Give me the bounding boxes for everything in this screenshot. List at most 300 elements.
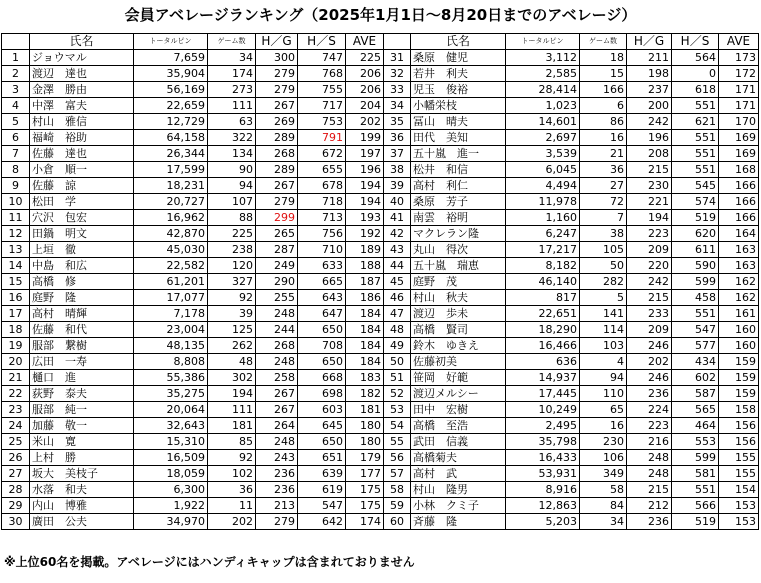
total-pins: 48,135 (134, 338, 208, 354)
total-pins: 15,310 (134, 434, 208, 450)
high-game: 279 (256, 514, 298, 530)
table-row (2, 338, 759, 354)
player-name: 村山 雅信 (30, 114, 134, 130)
total-pins: 18,290 (506, 322, 580, 338)
rank-number: 44 (384, 258, 411, 274)
total-pins: 2,697 (506, 130, 580, 146)
rank-number: 43 (384, 242, 411, 258)
high-game: 267 (256, 402, 298, 418)
high-series: 665 (298, 274, 346, 290)
total-pins: 18,059 (134, 466, 208, 482)
high-series: 753 (298, 114, 346, 130)
high-game: 236 (627, 386, 672, 402)
high-series: 551 (672, 146, 719, 162)
rank-number: 13 (2, 242, 30, 258)
high-series: 650 (298, 354, 346, 370)
rank-number: 1 (2, 50, 30, 66)
player-name: 佐藤 諒 (30, 178, 134, 194)
player-name: 鈴木 ゆきえ (411, 338, 506, 354)
high-game: 246 (627, 370, 672, 386)
high-series: 768 (298, 66, 346, 82)
player-name: 高村 武 (411, 466, 506, 482)
player-name: 米山 寛 (30, 434, 134, 450)
high-series: 519 (672, 514, 719, 530)
high-series: 545 (672, 178, 719, 194)
high-game: 269 (256, 114, 298, 130)
high-series: 713 (298, 210, 346, 226)
high-series: 603 (298, 402, 346, 418)
average: 163 (719, 242, 759, 258)
high-game: 236 (627, 514, 672, 530)
high-game: 213 (256, 498, 298, 514)
average: 206 (346, 66, 384, 82)
average: 159 (719, 370, 759, 386)
average: 153 (719, 514, 759, 530)
games-count: 107 (208, 194, 256, 210)
rank-number: 15 (2, 274, 30, 290)
average: 184 (346, 354, 384, 370)
table-row (2, 450, 759, 466)
player-name: 児玉 俊裕 (411, 82, 506, 98)
high-game: 300 (256, 50, 298, 66)
average: 153 (719, 498, 759, 514)
player-name: 高橋 賢司 (411, 322, 506, 338)
high-game: 279 (256, 82, 298, 98)
player-name: 佐藤 和代 (30, 322, 134, 338)
player-name: 中澤 富夫 (30, 98, 134, 114)
table-row (2, 226, 759, 242)
average: 179 (346, 450, 384, 466)
header-hs: H／S (298, 34, 346, 50)
high-game: 230 (627, 178, 672, 194)
total-pins: 5,203 (506, 514, 580, 530)
high-game: 236 (256, 482, 298, 498)
table-row (2, 418, 759, 434)
high-game: 246 (627, 338, 672, 354)
average: 183 (346, 370, 384, 386)
high-series: 633 (298, 258, 346, 274)
high-series: 655 (298, 162, 346, 178)
average: 180 (346, 434, 384, 450)
rank-number: 33 (384, 82, 411, 98)
average: 159 (719, 354, 759, 370)
player-name: 穴沢 包宏 (30, 210, 134, 226)
rank-number: 25 (2, 434, 30, 450)
high-game: 220 (627, 258, 672, 274)
high-series: 645 (298, 418, 346, 434)
table-row (2, 50, 759, 66)
high-game: 216 (627, 434, 672, 450)
high-series: 0 (672, 66, 719, 82)
player-name: 上村 勝 (30, 450, 134, 466)
total-pins: 3,539 (506, 146, 580, 162)
high-game: 258 (256, 370, 298, 386)
average: 175 (346, 498, 384, 514)
total-pins: 2,495 (506, 418, 580, 434)
high-series: 718 (298, 194, 346, 210)
high-game: 248 (256, 306, 298, 322)
player-name: 若井 利夫 (411, 66, 506, 82)
high-series: 599 (672, 450, 719, 466)
rank-number: 20 (2, 354, 30, 370)
high-series: 551 (672, 162, 719, 178)
rank-number: 14 (2, 258, 30, 274)
high-series: 650 (298, 322, 346, 338)
rank-number: 53 (384, 402, 411, 418)
rank-number: 35 (384, 114, 411, 130)
average: 192 (346, 226, 384, 242)
games-count: 327 (208, 274, 256, 290)
rank-number: 41 (384, 210, 411, 226)
average: 180 (346, 418, 384, 434)
total-pins: 8,182 (506, 258, 580, 274)
player-name: 庭野 茂 (411, 274, 506, 290)
games-count: 174 (208, 66, 256, 82)
table-row (2, 386, 759, 402)
total-pins: 7,659 (134, 50, 208, 66)
games-count: 105 (580, 242, 627, 258)
average: 166 (719, 178, 759, 194)
high-game: 200 (627, 98, 672, 114)
high-game: 264 (256, 418, 298, 434)
header-name: 氏名 (30, 34, 134, 50)
high-series: 618 (672, 82, 719, 98)
games-count: 21 (580, 146, 627, 162)
high-game: 212 (627, 498, 672, 514)
header-no (2, 34, 30, 50)
high-series: 650 (298, 434, 346, 450)
rank-number: 39 (384, 178, 411, 194)
total-pins: 16,466 (506, 338, 580, 354)
rank-number: 4 (2, 98, 30, 114)
games-count: 166 (580, 82, 627, 98)
total-pins: 34,970 (134, 514, 208, 530)
header-no (384, 34, 411, 50)
high-game: 243 (256, 450, 298, 466)
games-count: 94 (580, 370, 627, 386)
player-name: 小林 クミ子 (411, 498, 506, 514)
average: 156 (719, 418, 759, 434)
high-series: 547 (298, 498, 346, 514)
high-series: 620 (672, 226, 719, 242)
average: 160 (719, 322, 759, 338)
player-name: 五十嵐 瑞恵 (411, 258, 506, 274)
table-row (2, 498, 759, 514)
table-row (2, 514, 759, 530)
player-name: 高村 利仁 (411, 178, 506, 194)
games-count: 11 (208, 498, 256, 514)
high-series: 551 (672, 482, 719, 498)
total-pins: 16,962 (134, 210, 208, 226)
high-game: 248 (627, 450, 672, 466)
total-pins: 12,729 (134, 114, 208, 130)
games-count: 27 (580, 178, 627, 194)
rank-number: 18 (2, 322, 30, 338)
player-name: 佐藤初美 (411, 354, 506, 370)
high-series: 519 (672, 210, 719, 226)
games-count: 15 (580, 66, 627, 82)
rank-number: 9 (2, 178, 30, 194)
high-game: 215 (627, 162, 672, 178)
table-row (2, 322, 759, 338)
average: 196 (346, 162, 384, 178)
average: 169 (719, 146, 759, 162)
total-pins: 14,937 (506, 370, 580, 386)
games-count: 65 (580, 402, 627, 418)
average: 161 (719, 306, 759, 322)
rank-number: 42 (384, 226, 411, 242)
total-pins: 3,112 (506, 50, 580, 66)
high-series: 551 (672, 306, 719, 322)
high-game: 233 (627, 306, 672, 322)
average: 181 (346, 402, 384, 418)
games-count: 302 (208, 370, 256, 386)
total-pins: 56,169 (134, 82, 208, 98)
table-row (2, 466, 759, 482)
rank-number: 10 (2, 194, 30, 210)
player-name: 桑原 健児 (411, 50, 506, 66)
games-count: 6 (580, 98, 627, 114)
rank-number: 36 (384, 130, 411, 146)
total-pins: 42,870 (134, 226, 208, 242)
games-count: 238 (208, 242, 256, 258)
player-name: 南雲 裕明 (411, 210, 506, 226)
player-name: 冨山 晴夫 (411, 114, 506, 130)
high-game: 223 (627, 226, 672, 242)
high-series: 755 (298, 82, 346, 98)
high-game: 255 (256, 290, 298, 306)
total-pins: 64,158 (134, 130, 208, 146)
rank-number: 58 (384, 482, 411, 498)
player-name: 荻野 泰夫 (30, 386, 134, 402)
average: 155 (719, 466, 759, 482)
total-pins: 22,659 (134, 98, 208, 114)
games-count: 92 (208, 290, 256, 306)
rank-number: 30 (2, 514, 30, 530)
player-name: 渡辺メルシー (411, 386, 506, 402)
total-pins: 17,217 (506, 242, 580, 258)
total-pins: 2,585 (506, 66, 580, 82)
average: 189 (346, 242, 384, 258)
high-game: 215 (627, 482, 672, 498)
total-pins: 18,231 (134, 178, 208, 194)
table-row (2, 98, 759, 114)
rank-number: 59 (384, 498, 411, 514)
total-pins: 636 (506, 354, 580, 370)
player-name: 中島 和広 (30, 258, 134, 274)
rank-number: 32 (384, 66, 411, 82)
table-row (2, 258, 759, 274)
games-count: 120 (208, 258, 256, 274)
games-count: 273 (208, 82, 256, 98)
total-pins: 17,445 (506, 386, 580, 402)
average: 204 (346, 98, 384, 114)
average: 182 (346, 386, 384, 402)
games-count: 194 (208, 386, 256, 402)
games-count: 225 (208, 226, 256, 242)
total-pins: 35,275 (134, 386, 208, 402)
high-series: 698 (298, 386, 346, 402)
high-game: 208 (627, 146, 672, 162)
rank-number: 24 (2, 418, 30, 434)
total-pins: 1,922 (134, 498, 208, 514)
high-series: 565 (672, 402, 719, 418)
high-game: 198 (627, 66, 672, 82)
high-game: 202 (627, 354, 672, 370)
total-pins: 23,004 (134, 322, 208, 338)
games-count: 16 (580, 418, 627, 434)
games-count: 114 (580, 322, 627, 338)
rank-number: 40 (384, 194, 411, 210)
games-count: 34 (208, 50, 256, 66)
average: 156 (719, 434, 759, 450)
player-name: 服部 純一 (30, 402, 134, 418)
high-series: 651 (298, 450, 346, 466)
average: 158 (719, 402, 759, 418)
high-game: 268 (256, 338, 298, 354)
high-game: 279 (256, 66, 298, 82)
high-game: 209 (627, 242, 672, 258)
high-game: 236 (256, 466, 298, 482)
total-pins: 16,509 (134, 450, 208, 466)
rank-number: 12 (2, 226, 30, 242)
player-name: 庭野 隆 (30, 290, 134, 306)
average: 194 (346, 194, 384, 210)
high-game: 289 (256, 162, 298, 178)
total-pins: 28,414 (506, 82, 580, 98)
high-game: 244 (256, 322, 298, 338)
player-name: 桑原 芳子 (411, 194, 506, 210)
average: 199 (346, 130, 384, 146)
page-title: 会員アベレージランキング（2025年1月1日～8月20日までのアベレージ） (124, 6, 637, 24)
rank-number: 23 (2, 402, 30, 418)
total-pins: 22,582 (134, 258, 208, 274)
high-game: 242 (627, 114, 672, 130)
player-name: 田代 美知 (411, 130, 506, 146)
rank-number: 19 (2, 338, 30, 354)
games-count: 5 (580, 290, 627, 306)
games-count: 322 (208, 130, 256, 146)
rank-number: 7 (2, 146, 30, 162)
average: 163 (719, 258, 759, 274)
rank-number: 54 (384, 418, 411, 434)
player-name: 武田 信義 (411, 434, 506, 450)
average: 171 (719, 82, 759, 98)
high-series: 587 (672, 386, 719, 402)
high-series: 621 (672, 114, 719, 130)
table-row (2, 434, 759, 450)
high-series: 639 (298, 466, 346, 482)
player-name: 笹岡 好範 (411, 370, 506, 386)
total-pins: 61,201 (134, 274, 208, 290)
player-name: 金澤 勝由 (30, 82, 134, 98)
games-count: 110 (580, 386, 627, 402)
ranking-body (2, 50, 759, 530)
high-series: 756 (298, 226, 346, 242)
rank-number: 27 (2, 466, 30, 482)
high-series: 611 (672, 242, 719, 258)
total-pins: 8,808 (134, 354, 208, 370)
table-row (2, 210, 759, 226)
header-total-pins: トータルピン (506, 34, 580, 50)
header-total-pins: トータルピン (134, 34, 208, 50)
games-count: 125 (208, 322, 256, 338)
table-row (2, 354, 759, 370)
average: 160 (719, 338, 759, 354)
rank-number: 47 (384, 306, 411, 322)
player-name: 廣田 公夫 (30, 514, 134, 530)
rank-number: 51 (384, 370, 411, 386)
total-pins: 20,064 (134, 402, 208, 418)
average: 166 (719, 210, 759, 226)
games-count: 282 (580, 274, 627, 290)
average: 186 (346, 290, 384, 306)
total-pins: 17,077 (134, 290, 208, 306)
high-game: 215 (627, 290, 672, 306)
high-series: 464 (672, 418, 719, 434)
rank-number: 16 (2, 290, 30, 306)
high-game: 248 (627, 466, 672, 482)
total-pins: 6,247 (506, 226, 580, 242)
average: 194 (346, 178, 384, 194)
table-row (2, 402, 759, 418)
total-pins: 7,178 (134, 306, 208, 322)
total-pins: 35,798 (506, 434, 580, 450)
high-series: 668 (298, 370, 346, 386)
high-game: 267 (256, 386, 298, 402)
rank-number: 17 (2, 306, 30, 322)
average: 202 (346, 114, 384, 130)
rank-number: 11 (2, 210, 30, 226)
games-count: 7 (580, 210, 627, 226)
header-hg: H／G (256, 34, 298, 50)
rank-number: 22 (2, 386, 30, 402)
games-count: 111 (208, 402, 256, 418)
player-name: 樋口 進 (30, 370, 134, 386)
high-game: 299 (256, 210, 298, 226)
high-series: 791 (298, 130, 346, 146)
games-count: 349 (580, 466, 627, 482)
high-game: 248 (256, 434, 298, 450)
games-count: 141 (580, 306, 627, 322)
total-pins: 55,386 (134, 370, 208, 386)
rank-number: 5 (2, 114, 30, 130)
high-series: 434 (672, 354, 719, 370)
average: 155 (719, 450, 759, 466)
average: 171 (719, 98, 759, 114)
high-series: 458 (672, 290, 719, 306)
player-name: 上垣 徹 (30, 242, 134, 258)
total-pins: 817 (506, 290, 580, 306)
games-count: 36 (208, 482, 256, 498)
games-count: 202 (208, 514, 256, 530)
player-name: 五十嵐 進一 (411, 146, 506, 162)
rank-number: 34 (384, 98, 411, 114)
table-row (2, 162, 759, 178)
header-ave: AVE (719, 34, 759, 50)
table-row (2, 130, 759, 146)
games-count: 84 (580, 498, 627, 514)
rank-number: 8 (2, 162, 30, 178)
table-row (2, 146, 759, 162)
games-count: 58 (580, 482, 627, 498)
average: 197 (346, 146, 384, 162)
games-count: 90 (208, 162, 256, 178)
average: 168 (719, 162, 759, 178)
total-pins: 1,160 (506, 210, 580, 226)
rank-number: 29 (2, 498, 30, 514)
rank-number: 28 (2, 482, 30, 498)
